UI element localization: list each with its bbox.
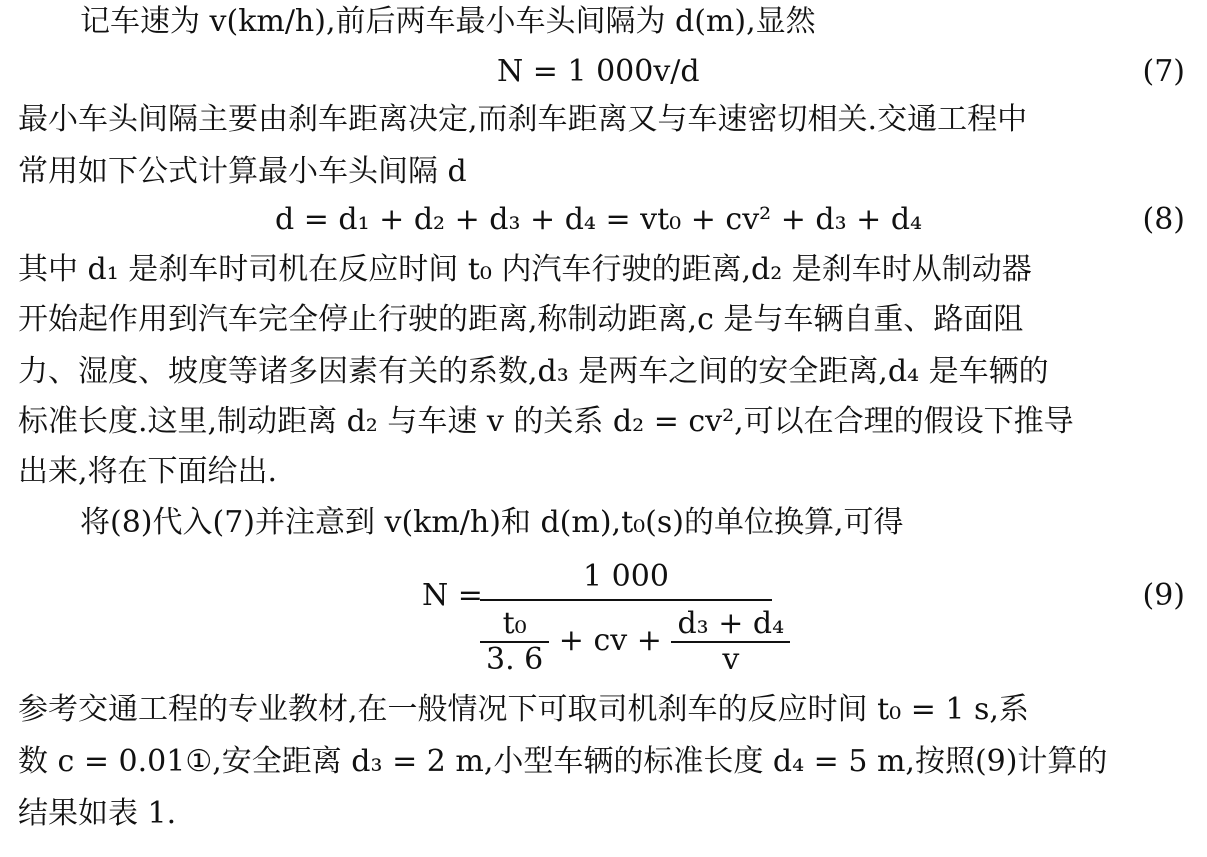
equation-number-8: (8) xyxy=(1142,202,1185,237)
equation-9-denominator: $\frac{\text{t₀}}{3. 6}$ + cv + $\frac{\text{d₃ + d₄}}{v}$ xyxy=(480,601,772,677)
equation-9-lhs: N = xyxy=(422,578,483,613)
paragraph-line: 常用如下公式计算最小车头间隔 d xyxy=(18,154,467,189)
paragraph-line: 标准长度.这里,制动距离 d₂ 与车速 v 的关系 d₂ = cv²,可以在合理的假设下推导 xyxy=(18,404,1074,439)
equation-9-fraction xyxy=(480,555,785,677)
paragraph-line: 将(8)代入(7)并注意到 v(km/h)和 d(m),t₀(s)的单位换算,可得 xyxy=(80,505,904,540)
equation-7: N = 1 000v/d xyxy=(497,54,700,89)
paragraph-line: 出来,将在下面给出. xyxy=(18,454,278,489)
equation-8: d = d₁ + d₂ + d₃ + d₄ = vt₀ + cv² + d₃ + d₄ xyxy=(275,202,923,237)
fraction-t0-over-3.6: $\frac{\text{t₀}}{3. 6}$ xyxy=(480,607,549,677)
paragraph-line: 其中 d₁ 是刹车时司机在反应时间 t₀ 内汽车行驶的距离,d₂ 是刹车时从制动器 xyxy=(18,252,1032,287)
fraction-d3d4-over-v: $\frac{\text{d₃ + d₄}}{v}$ xyxy=(671,607,790,677)
equation-number-9: (9) xyxy=(1142,578,1185,613)
equation-9-numerator: 1 000 xyxy=(480,555,772,601)
paragraph-line: 记车速为 v(km/h),前后两车最小车头间隔为 d(m),显然 xyxy=(80,4,816,39)
equation-number-7: (7) xyxy=(1142,54,1185,89)
paragraph-line: 力、湿度、坡度等诸多因素有关的系数,d₃ 是两车之间的安全距离,d₄ 是车辆的 xyxy=(18,354,1049,389)
paragraph-line: 参考交通工程的专业教材,在一般情况下可取司机刹车的反应时间 t₀ = 1 s,系 xyxy=(18,692,1029,727)
paragraph-line: 数 c = 0.01①,安全距离 d₃ = 2 m,小型车辆的标准长度 d₄ = 5 m,按照(9)计算的 xyxy=(18,744,1108,779)
paragraph-line: 开始起作用到汽车完全停止行驶的距离,称制动距离,c 是与车辆自重、路面阻 xyxy=(18,302,1024,337)
paragraph-line: 结果如表 1. xyxy=(18,796,177,831)
paragraph-line: 最小车头间隔主要由刹车距离决定,而刹车距离又与车速密切相关.交通工程中 xyxy=(18,102,1028,137)
